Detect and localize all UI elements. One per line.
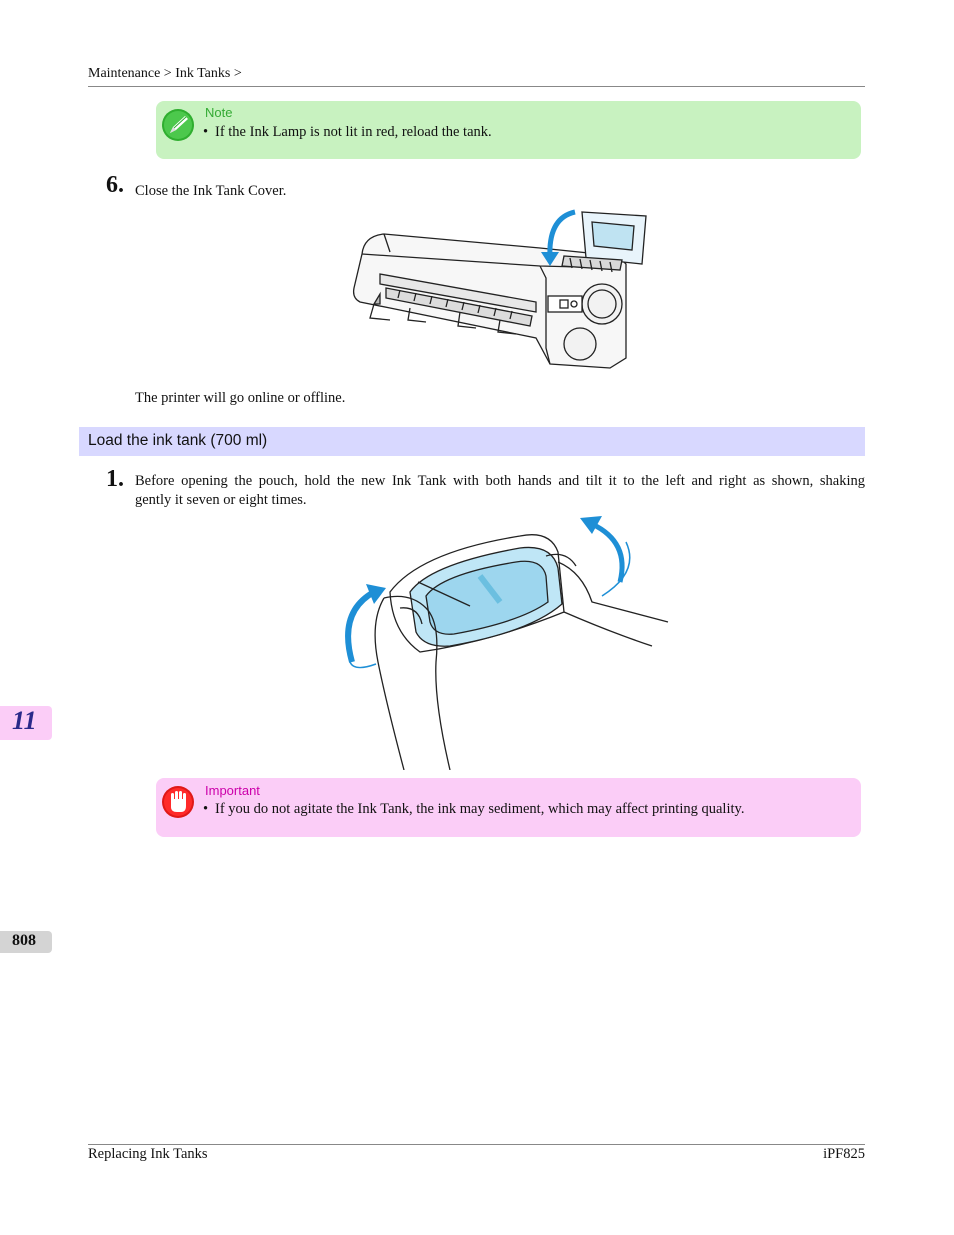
important-text: If you do not agitate the Ink Tank, the ink may sediment, which may affect printing quality. xyxy=(215,801,745,817)
note-title: Note xyxy=(205,105,233,120)
important-bullet: • xyxy=(203,801,209,817)
pencil-icon xyxy=(161,108,195,142)
section-title: Load the ink tank (700 ml) xyxy=(88,432,268,449)
step-6-text: Close the Ink Tank Cover. xyxy=(135,183,287,199)
important-title: Important xyxy=(205,783,260,798)
printer-illustration xyxy=(350,208,650,374)
note-text: If the Ink Lamp is not lit in red, reload the tank. xyxy=(215,124,492,140)
step-6-result: The printer will go online or offline. xyxy=(135,390,346,406)
step-1-text-line1: Before opening the pouch, hold the new Ink Tank with both hands and tilt it to the left and right as shown, shaking xyxy=(135,473,865,489)
step-number-1: 1. xyxy=(106,466,124,492)
breadcrumb: Maintenance > Ink Tanks > xyxy=(88,66,242,81)
footer-right: iPF825 xyxy=(823,1146,865,1162)
header-rule xyxy=(88,86,865,87)
footer-rule xyxy=(88,1144,865,1145)
stop-hand-icon xyxy=(161,785,195,819)
step-number-6: 6. xyxy=(106,172,124,198)
shaking-ink-tank-illustration xyxy=(330,512,670,770)
footer-left: Replacing Ink Tanks xyxy=(88,1146,208,1162)
page-number: 808 xyxy=(12,932,36,949)
step-1-text-line2: gently it seven or eight times. xyxy=(135,492,307,508)
note-bullet: • xyxy=(203,124,209,140)
chapter-number: 11 xyxy=(12,706,37,735)
